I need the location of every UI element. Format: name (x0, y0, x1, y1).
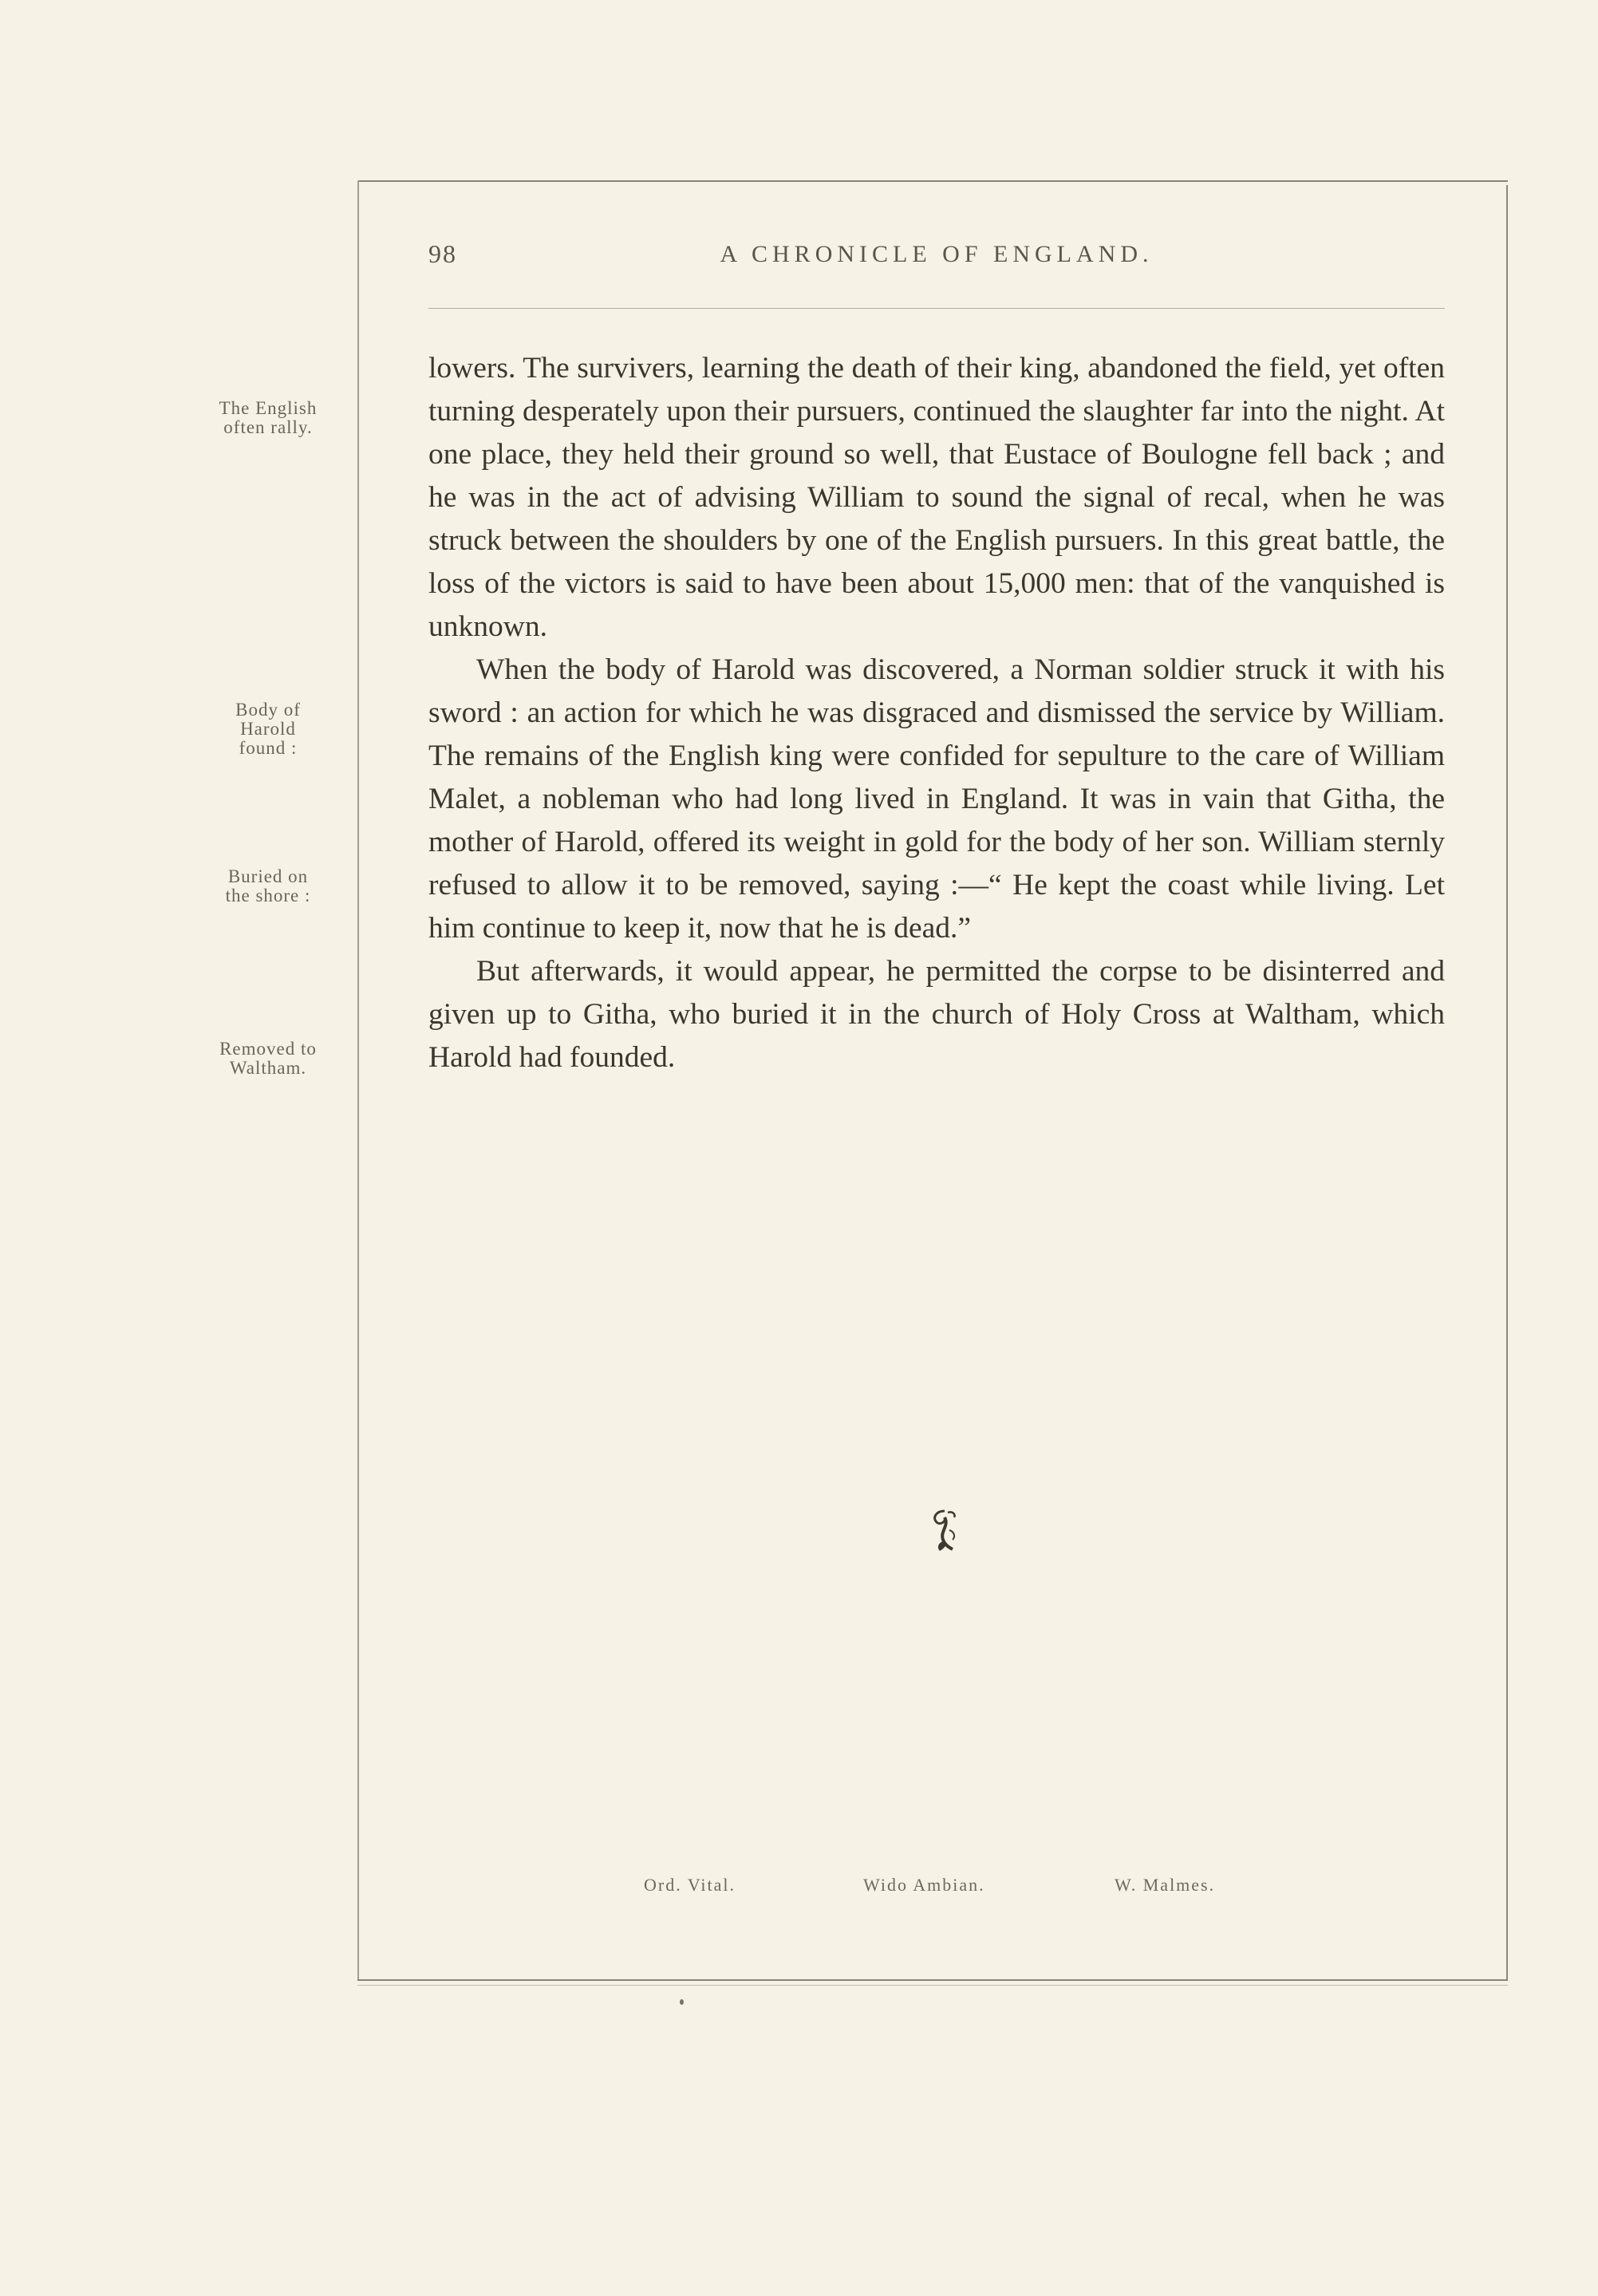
margin-note-removed-waltham (188, 1040, 348, 1078)
margin-note-line: Body of (235, 700, 301, 720)
footnote-wido-ambian: Wido Ambian. (863, 1875, 985, 1895)
ink-speck (680, 1999, 684, 2005)
paragraph-body-discovered: When the body of Harold was discovered, a Norman soldier struck it with his sword : an action for which he was disgraced and dismissed the service by William. The remains of the English king were confided for sepulture to the care of William Malet, a nobleman who had long lived in England. It was in vain that Githa, the mother of Harold, offered its weight in gold for the body of her son. William sternly refused to allow it to be removed, saying :—“ He kept the coast while living. Let him continue to keep it, now that he is dead.” (428, 653, 1445, 945)
page-number: 98 (428, 239, 457, 268)
margin-note-line: the shore : (225, 886, 311, 905)
page-header (428, 239, 1445, 278)
footnote-references (428, 1875, 1445, 1907)
margin-note-line: found : (239, 738, 298, 758)
footnote-ord-vital: Ord. Vital. (644, 1875, 736, 1895)
paragraph-afterwards: But afterwards, it would appear, he permitted the corpse to be disinterred and given up to Githa, who buried it in the church of Holy Cross at Waltham, which Harold had founded. (428, 955, 1445, 1074)
paragraph-survivers: lowers. The survivers, learning the death of their king, abandoned the field, yet often turning desperately upon their pursuers, continued the slaughter far into the night. At one place, they held their ground so well, that Eustace of Boulogne fell back ; and he was in the act of advising William to sound the signal of recal, when he was struck between the shoulders by one of the English pursuers. In this great battle, the loss of the victors is said to have been about 15,000 men: that of the vanquished is unknown. (428, 352, 1445, 643)
page-frame-bottom-hairline (357, 1985, 1508, 1986)
floral-ornament-icon (929, 1506, 961, 1554)
page-frame-top-rule (357, 180, 1508, 182)
margin-note-line: Waltham. (229, 1058, 307, 1078)
margin-note-line: often rally. (223, 417, 313, 437)
footnote-w-malmes: W. Malmes. (1115, 1875, 1216, 1895)
main-text (428, 347, 1445, 1079)
margin-note-line: Buried on (227, 866, 309, 886)
margin-note-english-rally (188, 399, 348, 437)
page-frame-right-rule (1506, 185, 1508, 1980)
margin-note-line: Removed to (219, 1039, 317, 1059)
running-title: A CHRONICLE OF ENGLAND. (720, 241, 1154, 267)
header-rule (428, 308, 1445, 309)
margin-note-line: The English (219, 398, 318, 418)
margin-note-buried-shore (188, 867, 348, 905)
margin-note-body-found (188, 700, 348, 758)
page-frame-left-rule (357, 180, 359, 1979)
margin-note-line: Harold (240, 719, 296, 739)
page-frame-bottom-rule (357, 1979, 1508, 1981)
